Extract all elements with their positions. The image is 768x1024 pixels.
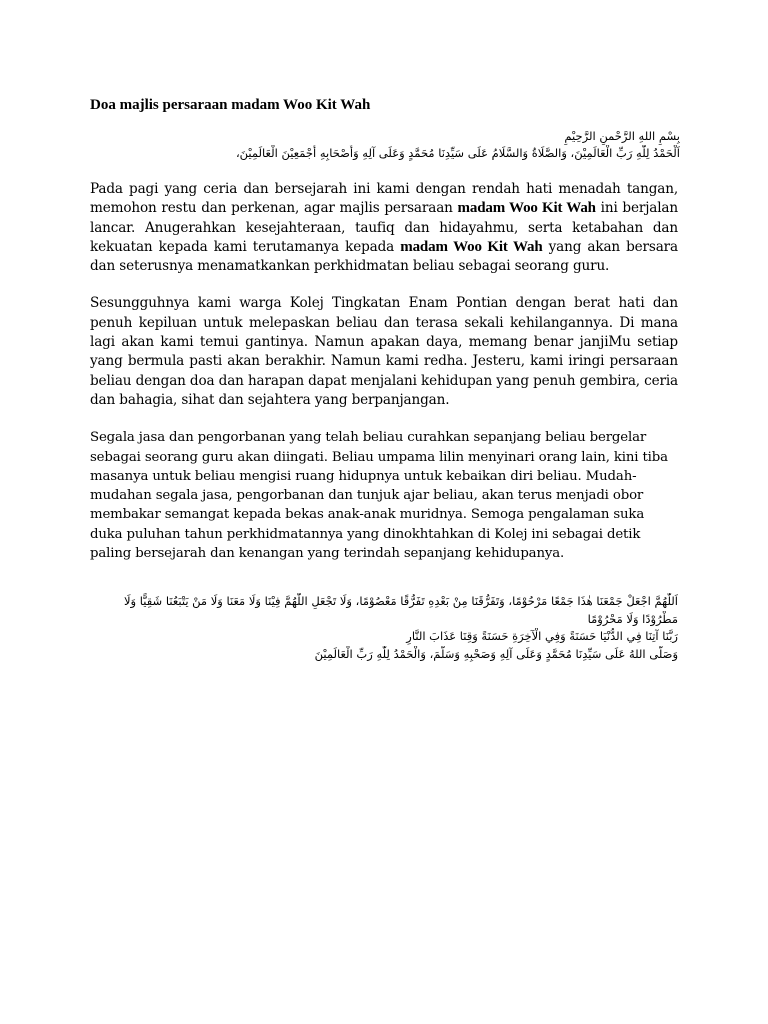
- paragraph-farewell: Sesungguhnya kami warga Kolej Tingkatan Enam Pontian dengan berat hati dan penuh kepiluan untuk melepaskan beliau dan terasa sekali kehilangannya. Di mana lagi akan kami temui gantinya. Namun apakan daya, memang benar janjiMu setiap yang bermula pasti akan berakhir. Namun kami redha. Jesteru, kami iringi persaraan beliau dengan doa dan harapan dapat menjalani kehidupan yang penuh gembira, ceria dan bahagia, sihat dan sejahtera yang berpanjangan.: [90, 295, 678, 408]
- closing-prayer-line: رَبَّنَا آتِنَا فِي الدُّنْيَا حَسَنَةً وَفِي الْآخِرَةِ حَسَنَةً وَقِنَا عَذَابَ النَّارِ: [406, 629, 678, 644]
- paragraph-3-line: mudahan segala jasa, pengorbanan dan tunjuk ajar beliau, akan terus menjadi obor: [90, 488, 644, 504]
- paragraph-1-text-c: yang akan bersara dan seterusnya menamatkankan perkhidmatan beliau sebagai seorang guru.: [90, 238, 678, 275]
- closing-prayer-line: وَصَلَّى اللهُ عَلَى سَيِّدِنَا مُحَمَّدٍ وَعَلَى آلِهِ وَصَحْبِهِ وَسَلَّمَ، وَالْحَمْدُ لِلّٰهِ رَبِّ الْعَالَمِيْنَ: [314, 646, 678, 661]
- paragraph-tribute: [90, 428, 678, 563]
- paragraph-3-line: Segala jasa dan pengorbanan yang telah beliau curahkan sepanjang beliau bergelar: [90, 430, 647, 446]
- paragraph-opening: [90, 180, 678, 276]
- honoree-name: madam Woo Kit Wah: [457, 200, 596, 217]
- arabic-closing-prayer: [90, 593, 678, 663]
- arabic-opening-prayer: [90, 128, 680, 162]
- paragraph-3-line: membakar semangat kepada bekas anak-anak muridnya. Semoga pengalaman suka: [90, 507, 645, 523]
- basmalah-line: بِسْمِ اللهِ الرَّحْمنِ الرَّحِيْمِ: [564, 129, 680, 143]
- paragraph-3-line: masanya untuk beliau mengisi ruang hidupnya untuk kebaikan diri beliau. Mudah-: [90, 468, 637, 484]
- closing-prayer-line: مَطْرُوْدًا وَلَا مَحْرُوْمًا: [587, 611, 678, 626]
- hamdalah-line: اَلْحَمْدُ لِلّٰهِ رَبِّ الْعَالَمِيْنَ، وَالصَّلَاةُ وَالسَّلَامُ عَلَى سَيِّدِنَا مُحَمَّدٍ وَعَلَى آلِهِ وَأَصْحَابِهِ أَجْمَعِيْنَ الْعَالَمِيْنَ،: [235, 146, 680, 160]
- paragraph-1-text-b: ini berjalan lancar. Anugerahkan kesejahteraan, taufiq dan hidayahmu, serta ketabahan dan kekuatan kepada kami terutamanya kepada: [90, 200, 678, 255]
- honoree-name: madam Woo Kit Wah: [400, 238, 543, 255]
- paragraph-3-line: paling bersejarah dan kenangan yang terindah sepanjang kehidupanya.: [90, 546, 565, 562]
- paragraph-3-line: sebagai seorang guru akan diingati. Beliau umpama lilin menyinari orang lain, kini tiba: [90, 449, 668, 465]
- closing-prayer-line: اَللّٰهُمَّ اجْعَلْ جَمْعَنَا هٰذَا جَمْعًا مَرْحُوْمًا، وَتَفَرُّقَنَا مِنْ بَعْدِهِ تَفَرُّقًا مَعْصُوْمًا، وَلَا تَجْعَلِ اللّٰهُمَّ فِيْنَا وَلَا مَعَنَا وَلَا مَنْ يَتْبَعُنَا شَقِيًّا وَلَا: [124, 594, 678, 609]
- paragraph-1-text-a: Pada pagi yang ceria dan bersejarah ini kami dengan rendah hati menadah tangan, memohon restu dan perkenan, agar majlis persaraan: [90, 181, 678, 217]
- paragraph-3-line: duka puluhan tahun perkhidmatannya yang dinokhtahkan di Kolej ini sebagai detik: [90, 526, 641, 542]
- document-title: Doa majlis persaraan madam Woo Kit Wah: [90, 97, 371, 113]
- document-page: [90, 96, 678, 663]
